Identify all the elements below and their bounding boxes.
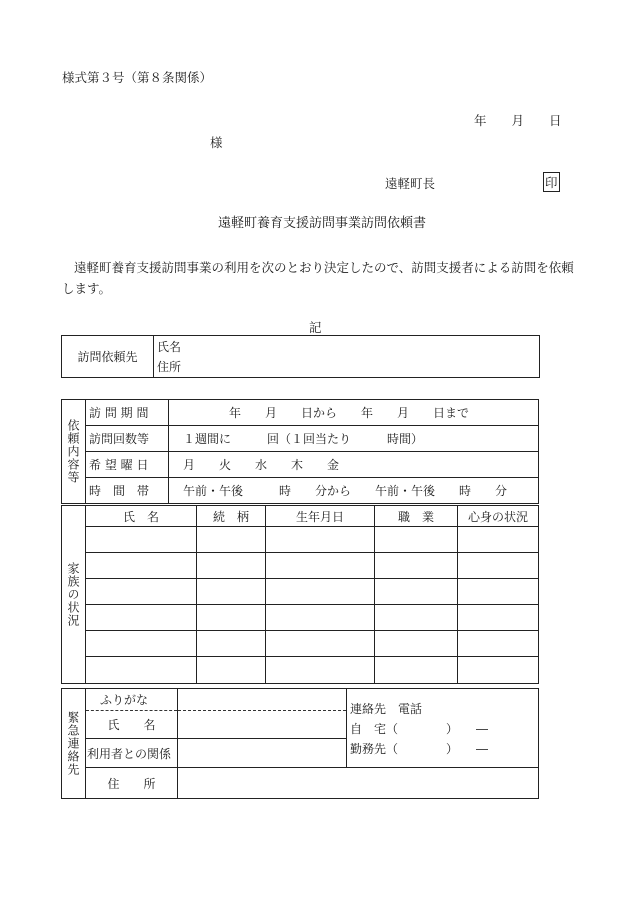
- request-section-label: 依頼内容等: [62, 400, 86, 504]
- cell[interactable]: [86, 527, 197, 553]
- family-header-condition: 心身の状況: [458, 506, 539, 527]
- cell[interactable]: [375, 527, 458, 553]
- cell[interactable]: [86, 553, 197, 579]
- cell[interactable]: [458, 527, 539, 553]
- cell[interactable]: [458, 579, 539, 605]
- table-row: [62, 657, 539, 684]
- family-section-label: 家族の状況: [62, 506, 86, 684]
- visit-target-name-label: 氏名: [154, 336, 540, 357]
- table-row: [62, 527, 539, 553]
- cell[interactable]: [375, 553, 458, 579]
- body-text-line1: 遠軽町養育支援訪問事業の利用を次のとおり決定したので、訪問支援者による訪問を依頼: [74, 260, 574, 275]
- table-row: [62, 605, 539, 631]
- cell[interactable]: [266, 631, 375, 657]
- cell[interactable]: [458, 657, 539, 684]
- visit-target-address-label: 住所: [154, 357, 540, 378]
- cell[interactable]: [375, 631, 458, 657]
- request-value: 午前・午後 時 分から 午前・午後 時 分: [169, 478, 539, 504]
- family-table: [61, 505, 539, 684]
- table-row: [62, 579, 539, 605]
- request-label: 訪 問 期 間: [86, 400, 169, 426]
- family-header-birthdate: 生年月日: [266, 506, 375, 527]
- cell[interactable]: [375, 579, 458, 605]
- document-title: 遠軽町養育支援訪問事業訪問依頼書: [218, 216, 427, 231]
- emergency-work-phone: 勤務先（ ） ―: [350, 742, 489, 756]
- cell[interactable]: [197, 553, 266, 579]
- form-number: 様式第３号（第８条関係）: [62, 70, 213, 85]
- visit-target-label: 訪問依頼先: [62, 336, 154, 378]
- cell[interactable]: [197, 631, 266, 657]
- family-header-name: 氏 名: [86, 506, 197, 527]
- request-value: 月 火 水 木 金: [169, 452, 539, 478]
- request-value: 年 月 日から 年 月 日まで: [169, 400, 539, 426]
- cell[interactable]: [86, 631, 197, 657]
- emergency-furigana-field[interactable]: [178, 689, 347, 711]
- cell[interactable]: [86, 579, 197, 605]
- request-label: 希 望 曜 日: [86, 452, 169, 478]
- cell[interactable]: [458, 553, 539, 579]
- request-value: １週間に 回（１回当たり 時間）: [169, 426, 539, 452]
- table-row: [62, 631, 539, 657]
- request-table: [61, 399, 539, 504]
- body-text-line2: します。: [62, 281, 112, 296]
- emergency-home-phone: 自 宅（ ） ―: [350, 722, 489, 736]
- ki-mark: 記: [309, 320, 322, 335]
- date-line: 年 月 日: [474, 113, 562, 128]
- cell[interactable]: [86, 657, 197, 684]
- seal-mark: 印: [543, 172, 560, 192]
- cell[interactable]: [375, 657, 458, 684]
- family-header-relation: 続 柄: [197, 506, 266, 527]
- cell[interactable]: [197, 579, 266, 605]
- addressee-suffix: 様: [210, 135, 223, 150]
- cell[interactable]: [458, 631, 539, 657]
- cell[interactable]: [458, 605, 539, 631]
- cell[interactable]: [266, 553, 375, 579]
- emergency-section-label: 緊急連絡先: [62, 689, 86, 799]
- cell[interactable]: [197, 527, 266, 553]
- emergency-name-label: 氏 名: [86, 711, 178, 739]
- cell[interactable]: [266, 657, 375, 684]
- issuer: 遠軽町長: [385, 176, 436, 191]
- request-label: 訪問回数等: [86, 426, 169, 452]
- cell[interactable]: [266, 605, 375, 631]
- cell[interactable]: [197, 605, 266, 631]
- request-label: 時 間 帯: [86, 478, 169, 504]
- emergency-relation-label: 利用者との関係: [86, 739, 178, 768]
- emergency-contact-label: 連絡先 電話: [350, 702, 423, 716]
- family-header-occupation: 職 業: [375, 506, 458, 527]
- emergency-furigana-label: ふりがな: [86, 689, 178, 711]
- emergency-name-field[interactable]: [178, 711, 347, 739]
- emergency-contact-cell: [347, 689, 539, 768]
- cell[interactable]: [86, 605, 197, 631]
- table-row: [62, 553, 539, 579]
- cell[interactable]: [197, 657, 266, 684]
- emergency-relation-field[interactable]: [178, 739, 347, 768]
- cell[interactable]: [266, 579, 375, 605]
- cell[interactable]: [266, 527, 375, 553]
- visit-target-table: [61, 335, 540, 378]
- cell[interactable]: [375, 605, 458, 631]
- emergency-table: [61, 688, 539, 799]
- emergency-address-field[interactable]: [178, 768, 539, 799]
- emergency-address-label: 住 所: [86, 768, 178, 799]
